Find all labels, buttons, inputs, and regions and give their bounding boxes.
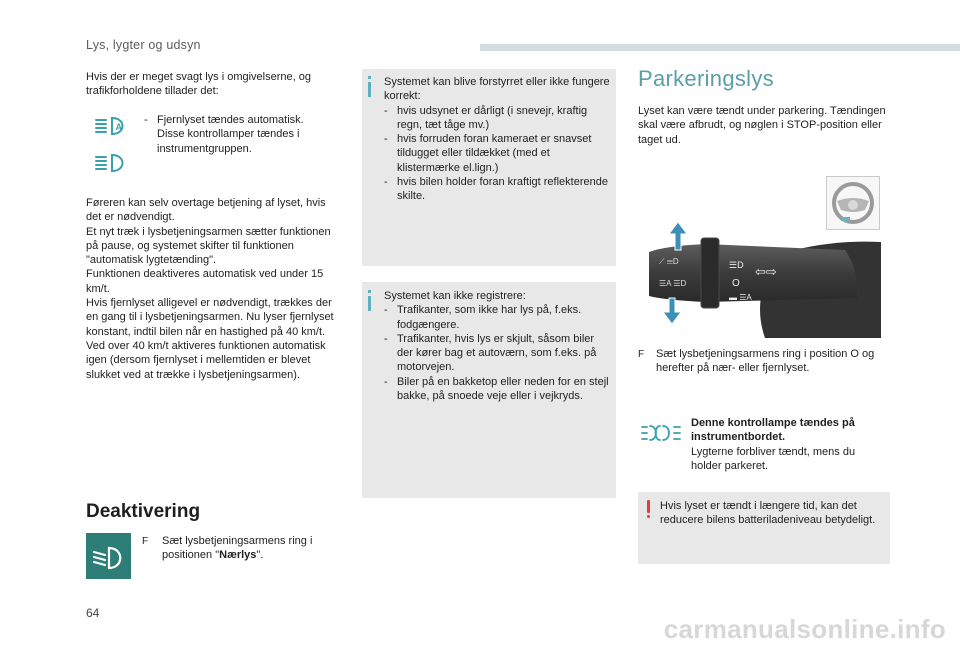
stalk-symbol-o: O [732, 278, 740, 289]
dipped-beam-icon [86, 533, 131, 579]
parking-lights-heading: Parkeringslys [638, 66, 774, 91]
high-beam-icon [94, 152, 130, 174]
info-icon [368, 296, 371, 311]
auto-high-beam-icon [94, 115, 130, 137]
svg-text:☰A ☰D: ☰A ☰D [659, 279, 687, 288]
note2-content [384, 289, 612, 403]
note2-item-text: Trafikanter, som ikke har lys på, f.eks. fodgængere. [397, 304, 582, 331]
dash-marker: - [384, 133, 388, 146]
deactivation-text [162, 534, 322, 563]
info-icon-dot [368, 76, 371, 79]
instruction-marker: F [638, 349, 645, 360]
dash-marker: - [384, 332, 388, 345]
deactivation-text-post: ". [256, 549, 264, 562]
dash-marker: - [384, 375, 388, 388]
dash-marker: - [384, 104, 388, 117]
running-header: Lys, lygter og udsyn [86, 38, 201, 52]
parking-lamp-description [691, 416, 881, 473]
watermark: carmanualsonline.info [663, 614, 946, 644]
note2-item-text: Trafikanter, hvis lys er skjult, såsom biler der kører bag et autoværn, som f.eks. på motorvejen. [397, 332, 597, 374]
parking-lamp-title: Denne kontrollampe tændes på instrumentbordet. [691, 417, 855, 444]
light-stalk-illustration [645, 220, 881, 338]
intro-paragraph: Hvis der er meget svagt lys i omgivelserne, og trafikforholdene tillader det: [86, 71, 311, 98]
deactivation-heading: Deaktivering [86, 501, 201, 522]
parking-lamp-text: Lygterne forbliver tændt, mens du holder parkeret. [691, 445, 856, 472]
override-line-2: Et nyt træk i lysbetjeningsarmen sætter funktionen på pause, og systemet skifter til funktionen "automatisk lygtetænding". [86, 225, 331, 267]
parking-intro: Lyset kan være tændt under parkering. Tændingen skal være afbrudt, og nøglen i STOP-position eller taget ud. [638, 105, 886, 146]
stalk-symbol-arrows: ⇦⇨ [755, 265, 777, 280]
warning-icon [647, 500, 650, 513]
override-line-3: Funktionen deaktiveres automatisk ved under 15 km/t. [86, 268, 324, 295]
svg-text:☰D: ☰D [729, 260, 744, 270]
note2-intro: Systemet kan ikke registrere: [384, 290, 526, 302]
svg-text:⟋ ☰D: ⟋ ☰D [659, 257, 679, 266]
override-line-1: Føreren kan selv overtage betjening af lyset, hvis det er nødvendigt. [86, 197, 326, 224]
info-icon [368, 82, 371, 97]
dash-marker: - [384, 304, 388, 317]
parking-instruction: Sæt lysbetjeningsarmens ring i position O og herefter på nær- eller fjernlyset. [656, 348, 875, 375]
note2-item [384, 375, 612, 404]
auto-high-beam-text: Fjernlyset tændes automatisk. Disse kontrollamper tændes i instrumentgruppen. [157, 114, 304, 155]
auto-high-beam-item [144, 113, 316, 156]
deactivation-text-bold: Nærlys [219, 549, 257, 562]
info-icon-dot [368, 290, 371, 293]
warning-text: Hvis lyset er tændt i længere tid, kan det reducere bilens batteriladeniveau betydeligt. [660, 500, 876, 527]
deactivation-text-pre: Sæt lysbetjeningsarmens ring i positionen " [162, 535, 313, 562]
svg-text:▬ ☰A: ▬ ☰A [729, 293, 752, 302]
note2-item [384, 332, 612, 375]
warning-icon-dot [647, 515, 650, 518]
override-paragraphs [86, 196, 336, 382]
page-number: 64 [86, 606, 100, 620]
parking-lamp-icon [640, 423, 684, 443]
dipped-beam-tile [86, 533, 131, 579]
note1-item-text: hvis udsynet er dårligt (i snevejr, kraftig regn, tæt tåge mv.) [397, 104, 588, 131]
note1-content [384, 75, 612, 204]
dash-marker: - [144, 114, 148, 126]
note1-item [384, 104, 612, 133]
instruction-marker: F [142, 536, 149, 547]
note1-item-text: hvis bilen holder foran kraftigt reflekterende skilte. [397, 176, 608, 203]
note2-item-text: Biler på en bakketop eller neden for en stejl bakke, på snoede veje eller i vejkryds. [397, 375, 609, 403]
note1-item [384, 132, 612, 175]
note1-item [384, 175, 612, 204]
note1-item-text: hvis forruden foran kameraet er snavset tildugget eller tildækket (med et klistermærke el.lign.) [397, 133, 592, 174]
override-line-4: Hvis fjernlyset alligevel er nødvendigt, trækkes der en gang til i lysbetjeningsarmen. Nu lyser fjernlyset konstant, indtil bilen når en hastighed på 40 km/t. Ved over 40 km/t aktiveres funktionen automatisk igen (dersom fjernlyset i mellemtiden er blevet slukket ved at trække i lysbetjeningsarmen). [86, 297, 334, 381]
arrow-down-icon [663, 298, 681, 324]
note1-intro: Systemet kan blive forstyrret eller ikke fungere korrekt: [384, 76, 610, 103]
svg-text:A: A [115, 122, 122, 132]
note2-item [384, 303, 612, 332]
header-bar [480, 44, 960, 51]
dash-marker: - [384, 176, 388, 189]
